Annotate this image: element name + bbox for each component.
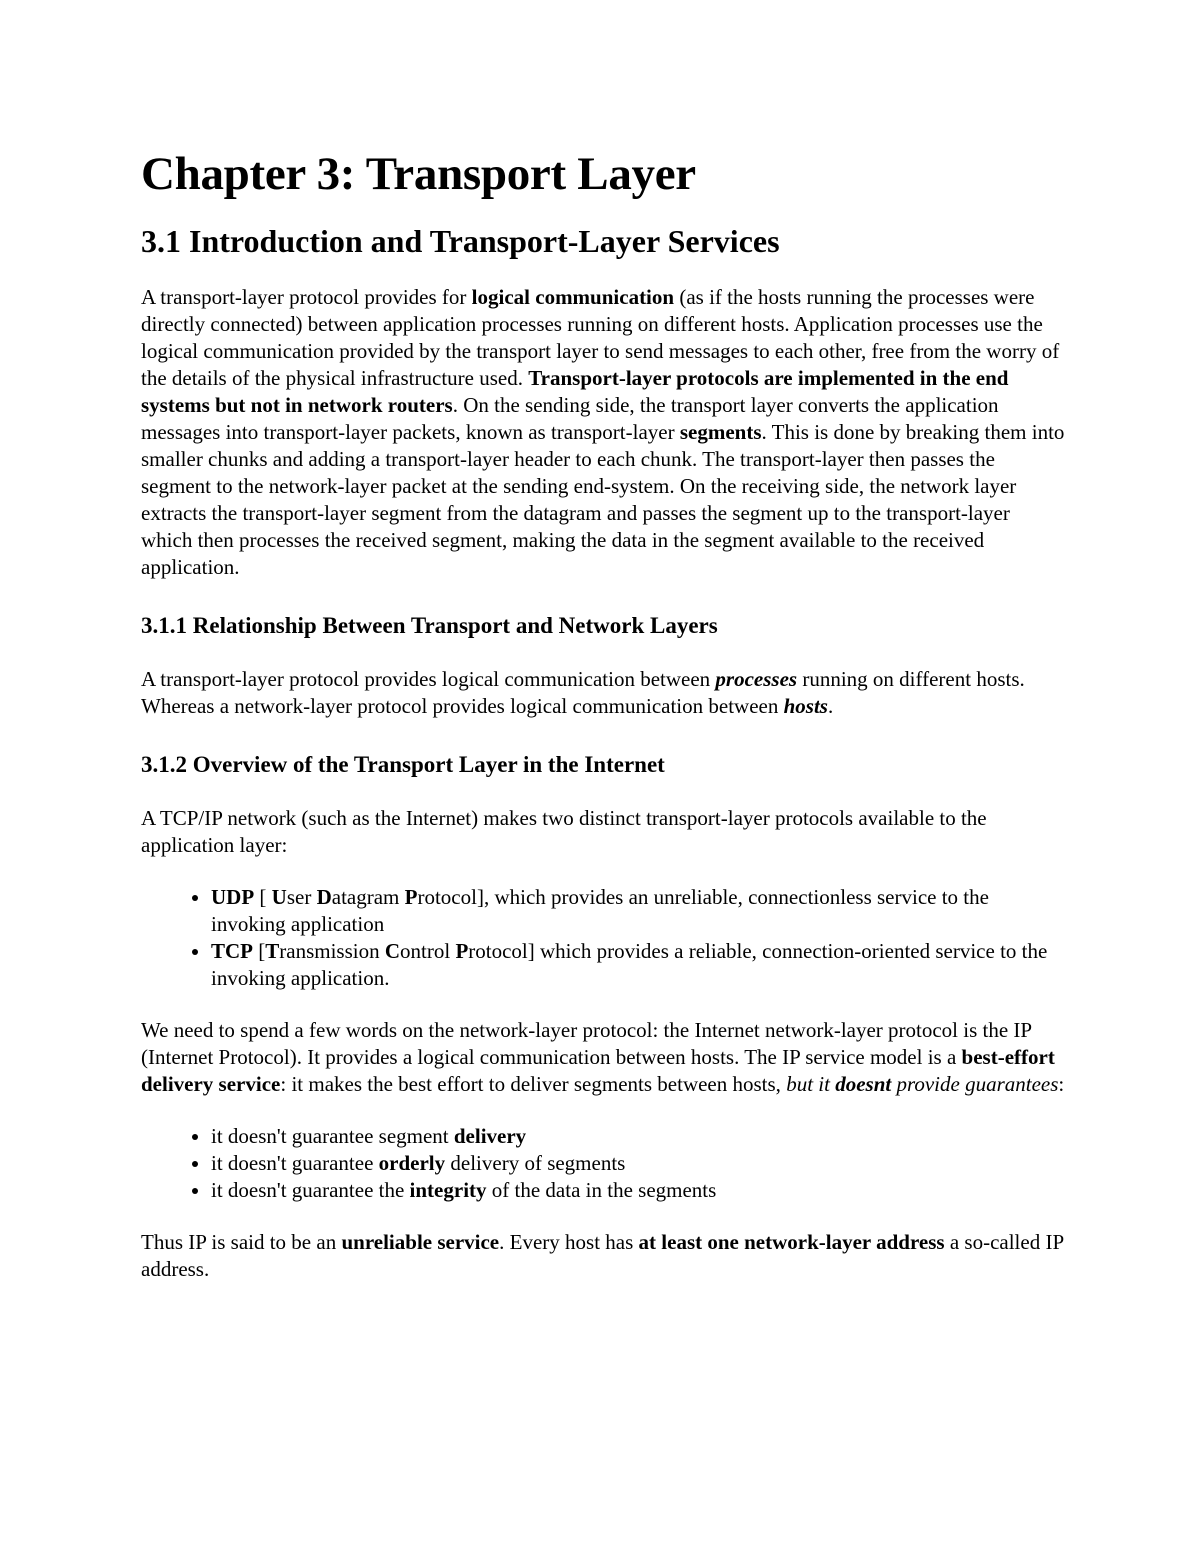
bold-best-effort: best-effort delivery service (141, 1045, 1055, 1096)
chapter-title: Chapter 3: Transport Layer (141, 148, 696, 200)
list-item-udp: • UDP [ User Datagram Protocol], which provides an unreliable, connectionless service to the invoking application (211, 884, 1066, 938)
section-3-1-2-intro-paragraph: A TCP/IP network (such as the Internet) makes two distinct transport-layer protocols available to the application layer: (141, 806, 987, 857)
section-3-1-heading: 3.1 Introduction and Transport-Layer Services (141, 223, 780, 259)
list-item-guarantee: • it doesn't guarantee segment delivery (211, 1123, 1066, 1150)
bold-italic-hosts: hosts (783, 694, 828, 718)
bold-segments: segments (679, 420, 762, 444)
ip-service-paragraph: We need to spend a few words on the network-layer protocol: the Internet network-layer protocol is the IP (Internet Protocol). It provides a logical communication between hosts. The IP service model is a best-effort delivery service: it makes the best effort to deliver segments between hosts, but it doesnt provide guarantees: (141, 1018, 1065, 1096)
document-body (141, 140, 1066, 1283)
section-3-1-1-heading: 3.1.1 Relationship Between Transport and Network Layers (141, 613, 718, 638)
section-3-1-2-heading: 3.1.2 Overview of the Transport Layer in the Internet (141, 752, 665, 777)
section-3-1-paragraph: A transport-layer protocol provides for logical communication (as if the hosts running the processes were directly connected) between application processes running on different hosts. Application processes use the logical communication provided by the transport layer to send messages to each other, free from the worry of the details of the physical infrastructure used. Transport-layer protocols are implemented in the end systems but not in network routers. On the sending side, the transport layer converts the application messages into transport-layer packets, known as transport-layer segments. This is done by breaking them into smaller chunks and adding a transport-layer header to each chunk. The transport-layer then passes the segment to the network-layer packet at the sending end-system. On the receiving side, the network layer extracts the transport-layer segment from the datagram and passes the segment up to the transport-layer which then processes the received segment, making the data in the segment available to the received application. (141, 285, 1065, 579)
list-item-tcp: • TCP [Transmission Control Protocol] which provides a reliable, connection-oriented service to the invoking application. (211, 938, 1066, 992)
bold-logical-communication: logical communication (471, 285, 675, 309)
bold-end-systems-statement: Transport-layer protocols are implemented in the end systems but not in network routers (141, 366, 1009, 417)
ip-guarantees-list (141, 1123, 1066, 1204)
bold-italic-doesnt: doesnt (835, 1072, 892, 1096)
bold-network-layer-address: at least one network-layer address (638, 1230, 945, 1254)
bold-italic-processes: processes (715, 667, 798, 691)
list-item-guarantee: • it doesn't guarantee orderly delivery of segments (211, 1150, 1066, 1177)
transport-protocols-list (141, 884, 1066, 992)
bold-unreliable-service: unreliable service (341, 1230, 500, 1254)
section-3-1-1-paragraph: A transport-layer protocol provides logical communication between processes running on different hosts. Whereas a network-layer protocol provides logical communication between hosts. (141, 667, 1025, 718)
list-item-guarantee: • it doesn't guarantee the integrity of the data in the segments (211, 1177, 1066, 1204)
ip-address-paragraph: Thus IP is said to be an unreliable service. Every host has at least one network-layer address a so-called IP address. (141, 1230, 1064, 1281)
